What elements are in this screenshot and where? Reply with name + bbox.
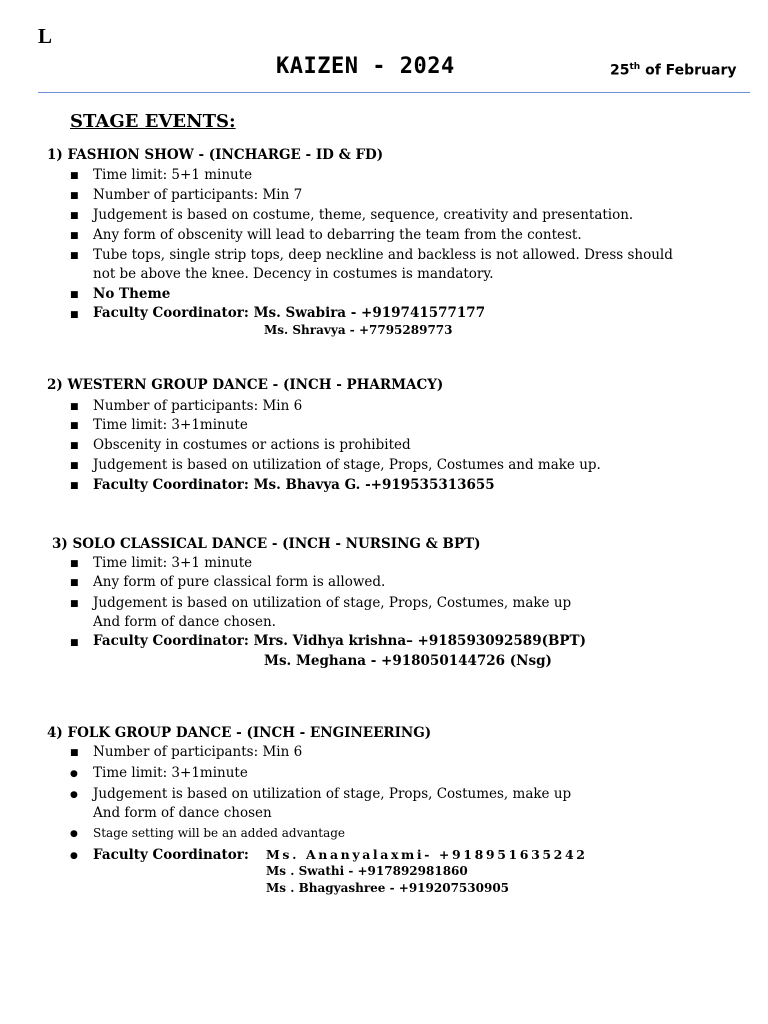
list-item: Tube tops, single strip tops, deep neckline and backless is not allowed. Dress should — [93, 247, 673, 263]
bullet-icon — [70, 251, 79, 261]
list-item: Obscenity in costumes or actions is prohibited — [93, 437, 411, 453]
bullet-icon — [70, 851, 78, 861]
faculty-coordinator-extra: Ms. Shravya - +7795289773 — [264, 323, 453, 337]
bullet-icon — [70, 769, 78, 779]
faculty-coordinator-label: Faculty Coordinator: — [93, 847, 249, 863]
bullet-icon — [70, 310, 79, 320]
list-item: Number of participants: Min 6 — [93, 398, 303, 414]
bullet-icon — [70, 421, 79, 431]
list-item: Any form of pure classical form is allowed. — [93, 574, 386, 590]
list-item-continued: And form of dance chosen. — [93, 614, 276, 630]
date-suffix: th — [629, 62, 641, 72]
bullet-icon — [70, 829, 78, 839]
list-item: Number of participants: Min 7 — [93, 187, 303, 203]
bullet-icon — [70, 171, 79, 181]
faculty-coordinator-extra: Ms . Bhagyashree - +919207530905 — [266, 881, 510, 895]
bullet-icon — [70, 790, 78, 800]
page-title: KAIZEN - 2024 — [276, 54, 455, 79]
list-item: Judgement is based on utilization of stage, Props, Costumes, make up — [93, 786, 572, 802]
faculty-coordinator: Faculty Coordinator: Ms. Swabira - +919741577177 — [93, 305, 486, 321]
bullet-icon — [70, 231, 79, 241]
event-date — [610, 62, 737, 79]
event-heading-fashion-show: 1) FASHION SHOW - (INCHARGE - ID & FD) — [47, 147, 384, 163]
list-item-continued: not be above the knee. Decency in costumes is mandatory. — [93, 266, 494, 282]
bullet-icon — [70, 481, 79, 491]
bullet-icon — [70, 441, 79, 451]
list-item: Any form of obscenity will lead to debarring the team from the contest. — [93, 227, 582, 243]
list-item: No Theme — [93, 286, 171, 302]
header-divider — [38, 92, 750, 93]
list-item: Judgement is based on utilization of stage, Props, Costumes and make up. — [93, 457, 601, 473]
list-item: Time limit: 5+1 minute — [93, 167, 253, 183]
list-item: Judgement is based on costume, theme, sequence, creativity and presentation. — [93, 207, 634, 223]
event-heading-western-group-dance: 2) WESTERN GROUP DANCE - (INCH - PHARMACY) — [47, 377, 444, 393]
bullet-icon — [70, 748, 79, 758]
bullet-icon — [70, 599, 79, 609]
bullet-icon — [70, 211, 79, 221]
faculty-coordinator: Faculty Coordinator: Ms. Bhavya G. -+919535313655 — [93, 477, 495, 493]
list-item: Number of participants: Min 6 — [93, 744, 303, 760]
bullet-icon — [70, 578, 79, 588]
bullet-icon — [70, 191, 79, 201]
faculty-coordinator-extra: Ms. Meghana - +918050144726 (Nsg) — [264, 653, 552, 669]
list-item: Time limit: 3+1minute — [93, 765, 248, 781]
event-heading-solo-classical-dance: 3) SOLO CLASSICAL DANCE - (INCH - NURSING & BPT) — [52, 536, 481, 552]
list-item: Time limit: 3+1 minute — [93, 555, 253, 571]
list-item: Time limit: 3+1minute — [93, 417, 248, 433]
date-day: 25 — [610, 62, 630, 79]
list-item: Stage setting will be an added advantage — [93, 826, 346, 840]
faculty-coordinator: Ms. Ananyalaxmi- +918951635242 — [266, 847, 588, 862]
date-month: of February — [640, 62, 737, 79]
corner-letter: L — [38, 24, 53, 48]
faculty-coordinator-extra: Ms . Swathi - +917892981860 — [266, 864, 468, 878]
bullet-icon — [70, 559, 79, 569]
bullet-icon — [70, 402, 79, 412]
bullet-icon — [70, 290, 79, 300]
bullet-icon — [70, 638, 79, 648]
faculty-coordinator: Faculty Coordinator: Mrs. Vidhya krishna– +918593092589(BPT) — [93, 633, 586, 649]
event-heading-folk-group-dance: 4) FOLK GROUP DANCE - (INCH - ENGINEERING) — [47, 725, 432, 741]
list-item: Judgement is based on utilization of stage, Props, Costumes, make up — [93, 595, 572, 611]
section-title: STAGE EVENTS: — [70, 111, 236, 132]
list-item-continued: And form of dance chosen — [93, 805, 272, 821]
bullet-icon — [70, 461, 79, 471]
